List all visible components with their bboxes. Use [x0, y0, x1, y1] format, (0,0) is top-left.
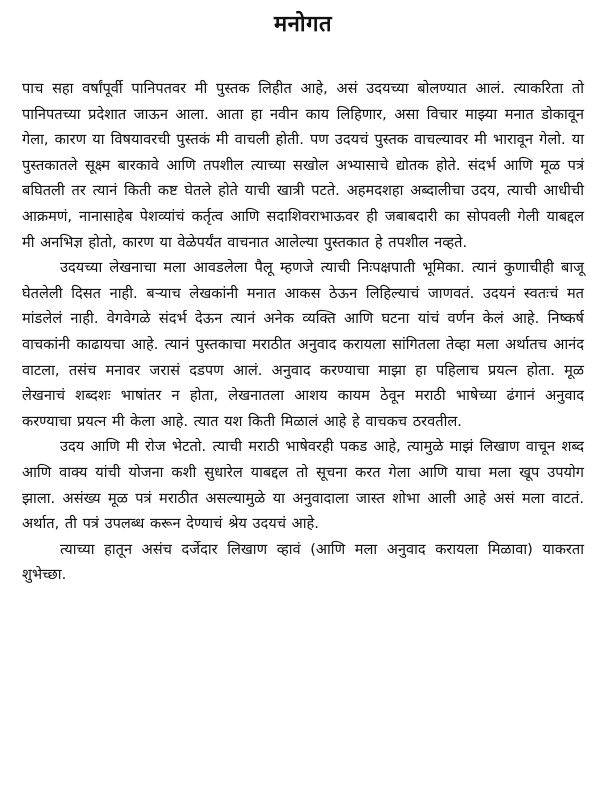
paragraph: उदयच्या लेखनाचा मला आवडलेला पैलू म्हणजे त्याची निःपक्षपाती भूमिका. त्यानं कुणाचीही बाजू घेतलेली दिसत नाही. बऱ्याच लेखकांनी मनात आकस ठेऊन लिहिल्याचं जाणवतं. उदयनं स्वतःचं मत मांडलेलं नाही. वेगवेगळे संदर्भ देऊन त्यानं अनेक व्यक्ति आणि घटना यांचं वर्णन केलं आहे. निष्कर्ष वाचकांनी काढायचा आहे. त्यानं पुस्तकाचा मराठीत अनुवाद करायला सांगितला तेव्हा मला अर्थातच आनंद वाटला, तसंच मनावर जरासं दडपण आलं. अनुवाद करण्याचा माझा हा पहिलाच प्रयत्न होता. मूळ लेखनाचं शब्दशः भाषांतर न होता, लेखनातला आशय कायम ठेवून मराठी भाषेच्या ढंगानं अनुवाद करण्याचा प्रयत्न मी केला आहे. त्यात यश किती मिळालं आहे हे वाचकच ठरवतील.: [22, 259, 584, 430]
page-title: मनोगत: [274, 12, 332, 37]
paragraph: त्याच्या हातून असंच दर्जेदार लिखाण व्हावं (आणि मला अनुवाद करायला मिळावा) याकरता शुभेच्छा.: [22, 540, 584, 584]
paragraph: उदय आणि मी रोज भेटतो. त्याची मराठी भाषेवरही पकड आहे, त्यामुळे माझं लिखाण वाचून शब्द आणि वाक्य यांची योजना कशी सुधारेल याबद्दल तो सूचना करत गेला आणि याचा मला खूप उपयोग झाला. असंख्य मूळ पत्रं मराठीत असल्यामुळे या अनुवादाला जास्त शोभा आली आहे असं मला वाटतं. अर्थात, ती पत्रं उपलब्ध करून देण्याचं श्रेय उदयचं आहे.: [22, 438, 584, 533]
paragraph: पाच सहा वर्षांपूर्वी पानिपतवर मी पुस्तक लिहीत आहे, असं उदयच्या बोलण्यात आलं. त्याकरिता तो पानिपतच्या प्रदेशात जाऊन आला. आता हा नवीन काय लिहिणार, असा विचार माझ्या मनात डोकावून गेला, कारण या विषयावरची पुस्तकं मी वाचली होती. पण उदयचं पुस्तक वाचल्यावर मी भारावून गेलो. या पुस्तकातले सूक्ष्म बारकावे आणि तपशील त्याच्या सखोल अभ्यासाचे द्योतक होते. संदर्भ आणि मूळ पत्रं बघितली तर त्यानं किती कष्ट घेतले होते याची खात्री पटते. अहमदशहा अब्दालीचा उदय, त्याची आधीची आक्रमणं, नानासाहेब पेशव्यांचं कर्तृत्व आणि सदाशिवराभाऊवर ही जबाबदारी का सोपवली गेली याबद्दल मी अनभिज्ञ होतो, कारण या वेळेपर्यंत वाचनात आलेल्या पुस्तकात हे तपशील नव्हते.: [22, 80, 584, 251]
